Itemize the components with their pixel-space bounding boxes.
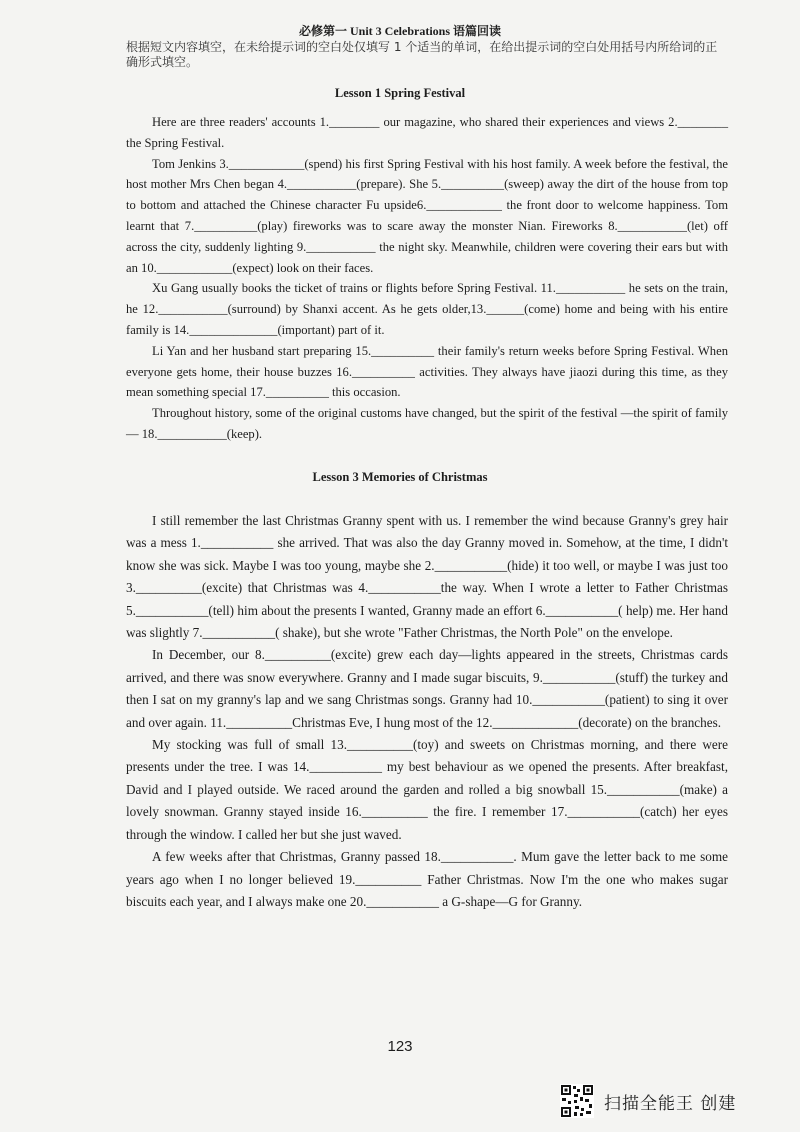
page-header-title: 必修第一 Unit 3 Celebrations 语篇回读: [299, 24, 501, 38]
instructions-text: 根据短文内容填空，在未给提示词的空白处仅填写 1 个适当的单词，在给出提示词的空白处用括号内所给词的正确形式填空。: [126, 40, 718, 69]
qr-code-icon: [560, 1084, 594, 1118]
lesson3-paragraph: In December, our 8.__________(excite) grew each day—lights appeared in the streets, Christmas cards arrived, and there was snow everywhere. Granny and I made sugar biscuits, 9.___________(stuff) the turkey and then I sat on my granny's lap and we sang Christmas songs. Granny had 10.___________(patient) to sing it over and over again. 11.__________Christmas Eve, I hung most of the 12._____________(decorate) on the branches.: [126, 647, 728, 730]
lesson1-title: Lesson 1 Spring Festival: [334, 86, 466, 100]
scanner-watermark: [560, 1083, 790, 1119]
lesson3-paragraph: A few weeks after that Christmas, Granny passed 18.___________. Mum gave the letter back to me some years ago when I no longer believed 19.__________ Father Christmas. Now I'm the one who makes sugar biscuits each year, and I always make one 20.___________ a G-shape—G for Granny.: [126, 849, 728, 909]
lesson3-title: Lesson 3 Memories of Christmas: [312, 470, 488, 484]
lesson3-passage: [126, 510, 728, 913]
lesson3-paragraph: My stocking was full of small 13.__________(toy) and sweets on Christmas morning, and there were presents under the tree. I was 14.___________ my best behaviour as we opened the presents. After breakfast, David and I played outside. We raced around the garden and rolled a big snowball 15.___________(make) a lovely snowman. Granny stayed inside 16.__________ the fire. I remember 17.___________(catch) her eyes through the window. I called her but she just waved.: [126, 737, 728, 842]
lesson1-paragraph: Tom Jenkins 3.____________(spend) his first Spring Festival with his host family. A week before the festival, the host mother Mrs Chen began 4.___________(prepare). She 5.__________(sweep) away the dirt of the house from top to bottom and attached the Chinese character Fu upside6.____________ the front door to welcome happiness. Tom learnt that 7.__________(play) fireworks was to scare away the monster Nian. Fireworks 8.___________(let) off across the city, suddenly lighting 9.___________ the night sky. Meanwhile, children were covering their ears but with an 10.____________(expect) look on their faces.: [126, 156, 728, 275]
lesson3-paragraph: I still remember the last Christmas Granny spent with us. I remember the wind because Granny's grey hair was a mess 1.___________ she arrived. That was also the day Granny moved in. Somehow, at the time, I didn't know she was sick. Maybe I was too young, maybe she 2.___________(hide) it too well, or maybe I was just too 3.__________(excite) that Christmas was 4.___________the way. When I wrote a letter to Father Christmas 5.___________(tell) him about the presents I wanted, Granny made an effort 6.___________( help) me. Her hand was slightly 7.___________( shake), but she wrote "Father Christmas, the North Pole" on the envelope.: [126, 513, 728, 641]
lesson1-paragraph: Here are three readers' accounts 1.________ our magazine, who shared their experiences and views 2.________ the Spring Festival.: [126, 115, 728, 150]
watermark-text: 扫描全能王 创建: [604, 1093, 737, 1114]
lesson1-paragraph: Throughout history, some of the original customs have changed, but the spirit of the festival —the spirit of family — 18.___________(keep).: [126, 406, 728, 441]
lesson1-paragraph: Li Yan and her husband start preparing 15.__________ their family's return weeks before Spring Festival. When everyone gets home, their house buzzes 16.__________ activities. They always have jiaozi during this time, as they mean something special 17.__________ this occasion.: [126, 343, 728, 400]
lesson1-passage: [126, 112, 728, 445]
lesson1-paragraph: Xu Gang usually books the ticket of trains or flights before Spring Festival. 11.___________ he sets on the train, he 12.___________(surround) by Shanxi accent. As he gets older,13.______(come) home and being with his entire family is 14.______________(important) part of it.: [126, 281, 728, 337]
page-number: 123: [387, 1038, 413, 1055]
